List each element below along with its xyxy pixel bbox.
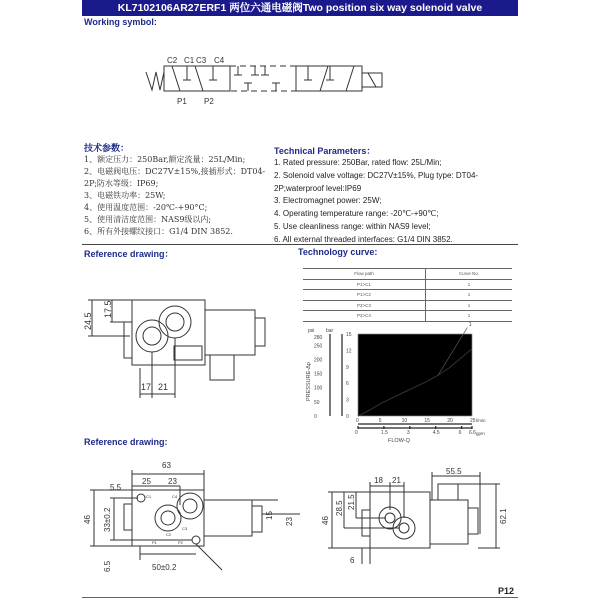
dim-21: 21 [158,382,169,392]
reference-drawing-1 [82,290,282,400]
dim-62-1: 62.1 [499,508,508,524]
port-c3: C3 [182,526,188,531]
y-axis-label: PRESSURE-Δp [306,362,312,401]
dim-6: 6 [350,556,355,565]
param-en-line: 2P;waterproof level:IP69 [274,183,362,193]
x-unit-secondary: gpm [476,431,485,436]
reference-drawing-heading-1: Reference drawing： [84,249,174,259]
param-cn-line: 2P;防水等级：IP69; [84,179,159,188]
y-tick-label-secondary: 100 [314,385,323,392]
x-tick-label-secondary: 3 [406,430,410,436]
solenoid-coil [204,500,252,536]
valve-box-1 [164,66,230,91]
y-tick-label-secondary: 200 [314,357,323,364]
table-cell: 1 [426,311,513,322]
param-cn-line: 1、额定压力：250Bar,额定流量：25L/Min; [84,155,246,164]
connector [210,355,234,380]
port-label-c1: C1 [184,56,195,65]
dim-25: 25 [142,477,151,486]
port-c4: C4 [172,494,178,499]
y-tick-label-secondary: 50 [314,399,320,406]
y-tick-label: 6 [346,381,349,388]
y-tick-label-secondary: 280 [314,334,323,341]
x-tick-label: 25 [470,418,476,424]
section-divider [82,244,518,245]
param-en-line: 3. Electromagnet power: 25W; [274,196,382,206]
pressure-flow-chart [300,321,500,446]
dim-46-side: 46 [321,516,330,525]
valve-box-2 [230,66,296,91]
y-tick-label: 15 [346,332,352,338]
param-en-line: 6. All external threaded interfaces: G1/4 DIN 3852. [274,234,453,244]
x-tick-label-secondary: 6 [458,430,462,436]
y-tick-label: 9 [346,364,349,371]
param-cn-line: 6、所有外接螺纹接口：G1/4 DIN 3852. [84,227,233,236]
params-en-list [274,157,478,247]
solenoid-coil [430,500,468,544]
table-row [303,300,512,311]
connector [438,484,458,500]
plug-nut [124,322,132,358]
params-cn-list [84,154,265,238]
param-cn-line: 4、使用温度范围：-20℃-+90°C; [84,203,208,212]
y-unit-primary: bar [326,328,334,334]
page-title: KL7102106AR27ERF1 两位六通电磁阀Two position six way solenoid valve [82,0,518,16]
y-tick-label: 0 [346,414,349,420]
table-row [303,290,512,301]
dim-17: 17 [141,382,152,392]
hydraulic-symbol [140,50,400,110]
table-cell: 1 [426,300,513,311]
dim-50: 50±0.2 [152,563,177,572]
valve-box-3 [296,66,362,91]
dim-46: 46 [83,515,92,524]
dim-17-5: 17.5 [103,300,113,318]
port-p1: P1 [152,540,157,545]
dim-55-5: 55.5 [446,467,462,476]
dim-15: 15 [265,511,274,520]
table-cell: P1>C2 [303,290,426,301]
y-unit-secondary: psi [308,328,315,334]
x-tick-label: 0 [356,418,359,424]
x-tick-label: 5 [378,418,382,424]
valve-body [132,300,205,365]
reference-drawing-front [82,460,322,590]
param-cn-line: 2、电磁阀电压：DC27V±15%,接插形式：DT04- [84,167,266,176]
x-tick-label-secondary: 1.5 [380,430,388,436]
x-axis-label: FLOW-Q [388,438,410,444]
dim-21: 21 [392,476,401,485]
param-cn-line: 3、电磁铁功率：25W; [84,191,166,200]
table-cell: P1>C1 [303,279,426,290]
table-row [303,279,512,290]
reference-drawing-heading-2: Reference drawing: [84,437,168,447]
spring-icon [146,72,164,90]
table-row [303,311,512,322]
params-en-heading: Technical Parameters： [274,146,376,156]
x-unit-primary: l/min [476,418,486,423]
x-tick-label: 20 [447,418,453,424]
x-tick-label-secondary: 0 [355,430,358,436]
param-en-line: 1. Rated pressure: 250Bar, rated flow: 25L/Min; [274,158,442,167]
port-label-c3: C3 [196,56,207,65]
params-cn-heading: 技术参数： [84,144,130,154]
solenoid-coil [205,310,255,355]
table-header: Curve No. [426,269,513,280]
table-cell: P2>C4 [303,311,426,322]
y-tick-label-secondary: 150 [314,371,323,378]
port-c2: C2 [166,532,172,537]
param-en-line: 2. Solenoid valve voltage: DC27V±15%, Plug type: DT04- [274,170,479,180]
table-cell: P2>C3 [303,300,426,311]
table-cell: 1 [426,279,513,290]
dim-23: 23 [168,477,177,486]
y-tick-label: 12 [346,348,352,355]
param-en-line: 5. Use cleanliness range: within NAS9 level; [274,221,431,231]
dim-21-5: 21.5 [347,494,356,510]
x-tick-label-secondary: 6.6 [469,430,476,436]
dim-63: 63 [162,461,171,470]
param-en-line: 4. Operating temperature range: -20℃-+90℃; [274,209,439,219]
nameplate [174,346,202,360]
reference-drawing-side [320,467,530,590]
port-label-c2: C2 [167,56,178,65]
table-header-row [303,269,512,280]
port-label-p2: P2 [204,97,214,106]
dim-23-side: 23 [285,517,294,526]
dim-24-5: 24.5 [83,312,93,330]
table-cell: 1 [426,290,513,301]
plot-frame [358,334,472,416]
port-label-c4: C4 [214,56,225,65]
plug-nut [124,504,132,530]
dim-33: 33±0.2 [103,507,112,532]
y-tick-label-secondary: 250 [314,343,323,350]
dim-18: 18 [374,476,383,485]
x-tick-label: 15 [424,418,430,424]
param-cn-line: 5、使用清洁度范围：NAS9级以内; [84,215,212,224]
curve-1-label: 1 [468,321,472,328]
port-label-p1: P1 [177,97,187,106]
y-tick-label-secondary: 0 [314,414,317,420]
port-p2: P2 [178,540,183,545]
table-header: Flow path [303,269,426,280]
technology-curve-heading: Technology curve: [298,247,378,257]
dim-28-5: 28.5 [335,500,344,516]
x-tick-label: 10 [401,418,408,424]
y-tick-label: 3 [346,397,349,404]
flow-path-table [303,268,512,322]
dim-6-5: 6.5 [103,560,112,572]
page-number: P12 [498,586,515,596]
port-c1: C1 [146,494,152,499]
footer-rule [82,597,518,598]
working-symbol-heading: Working symbol: [84,17,157,27]
x-tick-label-secondary: 4.5 [432,430,440,436]
dim-5-5: 5.5 [110,483,122,492]
